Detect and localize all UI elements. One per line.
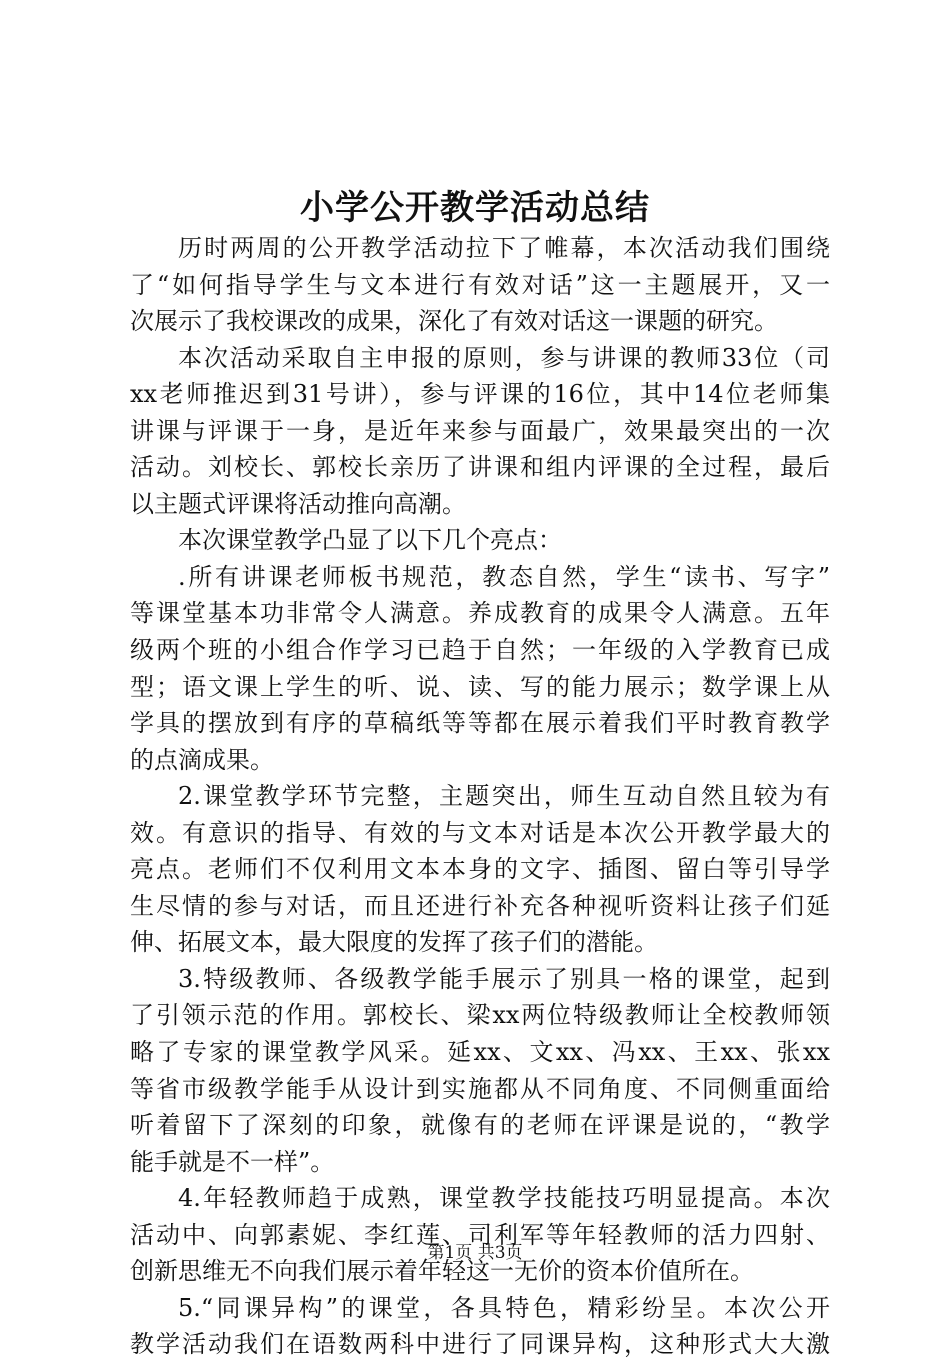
paragraph-line: xx老师推迟到31号讲），参与评课的16位，其中14位老师集: [130, 380, 830, 409]
paragraph-line: 生尽情的参与对话，而且还进行补充各种视听资料让孩子们延: [130, 891, 830, 920]
paragraph-line: 伸、拓展文本，最大限度的发挥了孩子们的潜能。: [130, 928, 658, 957]
paragraph-line: 了引领示范的作用。郭校长、梁xx两位特级教师让全校教师领: [130, 1001, 830, 1030]
paragraph-line: 效。有意识的指导、有效的与文本对话是本次公开教学最大的: [130, 818, 830, 847]
paragraph-line: 教学活动我们在语数两科中进行了同课异构，这种形式大大激: [130, 1330, 830, 1359]
paragraph-line: 等课堂基本功非常令人满意。养成教育的成果令人满意。五年: [130, 599, 830, 628]
paragraph-line: 活动中、向郭素妮、李红莲、司利军等年轻教师的活力四射、: [130, 1220, 830, 1249]
paragraph-line: 的点滴成果。: [130, 745, 274, 774]
paragraph-line: 5.“同课异构”的课堂，各具特色，精彩纷呈。本次公开: [178, 1293, 830, 1322]
paragraph-line: 本次课堂教学凸显了以下几个亮点：: [178, 526, 562, 555]
paragraph-line: 略了专家的课堂教学风采。延xx、文xx、冯xx、王xx、张xx: [130, 1038, 830, 1067]
paragraph-line: 了“如何指导学生与文本进行有效对话”这一主题展开，又一: [130, 270, 830, 299]
paragraph: [130, 1290, 830, 1363]
paragraph-line: 讲课与评课于一身，是近年来参与面最广，效果最突出的一次: [130, 416, 830, 445]
paragraph-line: 亮点。老师们不仅利用文本本身的文字、插图、留白等引导学: [130, 855, 830, 884]
document-title: 小学公开教学活动总结: [300, 188, 650, 228]
paragraph-line: 级两个班的小组合作学习已趋于自然；一年级的入学教育已成: [130, 636, 830, 665]
paragraph-line: .所有讲课老师板书规范，教态自然，学生“读书、写字”: [178, 562, 830, 591]
paragraph-line: 以主题式评课将活动推向高潮。: [130, 489, 466, 518]
page-footer: 第1页 共3页: [427, 1243, 523, 1263]
paragraph-line: 学具的摆放到有序的草稿纸等等都在展示着我们平时教育教学: [130, 709, 830, 738]
paragraph: [130, 559, 830, 778]
paragraph-line: 活动。刘校长、郭校长亲历了讲课和组内评课的全过程，最后: [130, 453, 830, 482]
paragraph-line: 2.课堂教学环节完整，主题突出，师生互动自然且较为有: [178, 782, 830, 811]
paragraph-line: 3.特级教师、各级教学能手展示了别具一格的课堂，起到: [178, 964, 830, 993]
paragraph: [130, 778, 830, 961]
paragraph: [130, 961, 830, 1180]
paragraph-line: 等省市级教学能手从设计到实施都从不同角度、不同侧重面给: [130, 1074, 830, 1103]
paragraph-line: 能手就是不一样”。: [130, 1147, 335, 1176]
paragraph-line: 本次活动采取自主申报的原则，参与讲课的教师33位（司: [178, 343, 830, 372]
paragraph: [130, 340, 830, 523]
document-body: [130, 230, 830, 1363]
paragraph-line: 型；语文课上学生的听、说、读、写的能力展示；数学课上从: [130, 672, 830, 701]
paragraph: [130, 1180, 830, 1290]
paragraph-line: 历时两周的公开教学活动拉下了帷幕，本次活动我们围绕: [178, 234, 830, 262]
paragraph: [130, 522, 830, 559]
paragraph-line: 4.年轻教师趋于成熟，课堂教学技能技巧明显提高。本次: [178, 1184, 830, 1213]
paragraph-line: 创新思维无不向我们展示着年轻这一无价的资本价值所在。: [130, 1257, 754, 1286]
paragraph: [130, 230, 830, 340]
paragraph-line: 次展示了我校课改的成果，深化了有效对话这一课题的研究。: [130, 307, 778, 336]
paragraph-line: 听着留下了深刻的印象，就像有的老师在评课是说的，“教学: [130, 1111, 830, 1140]
